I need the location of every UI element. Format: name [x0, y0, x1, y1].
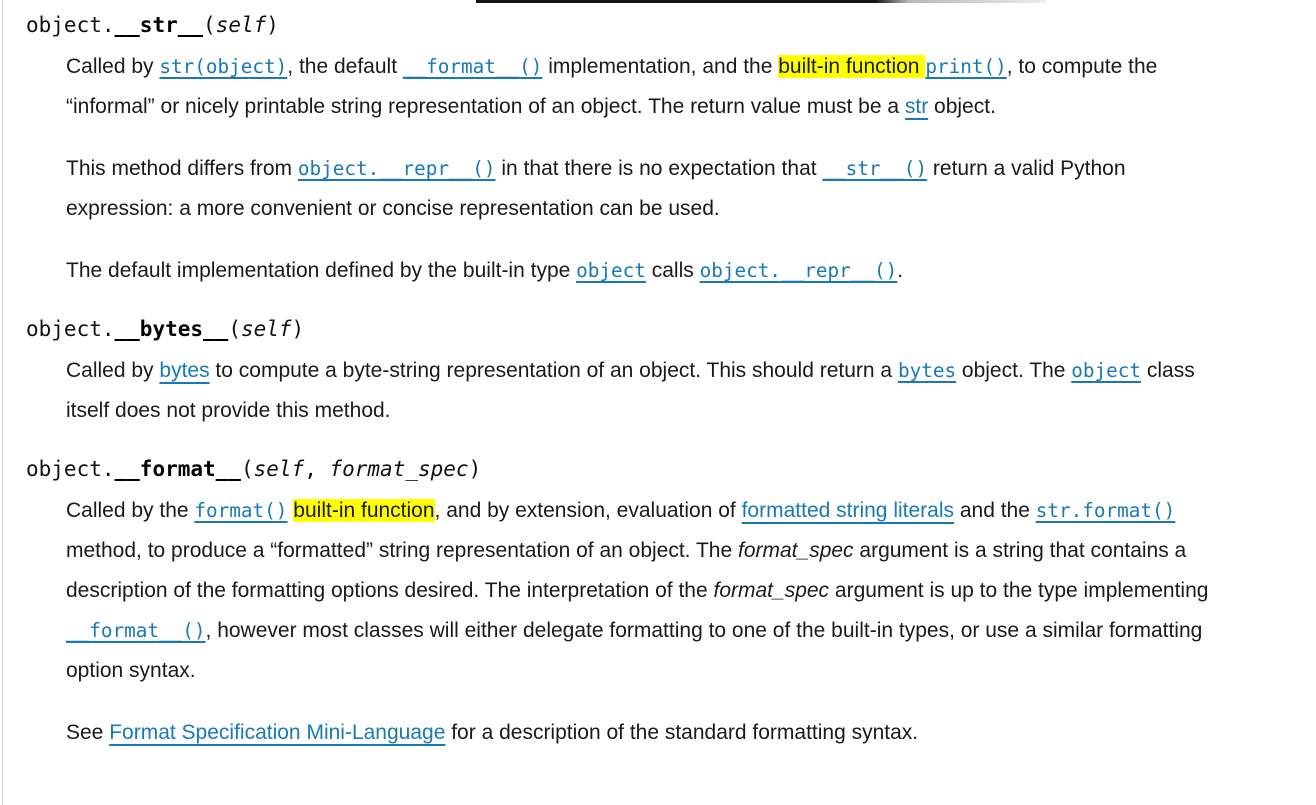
text-run: , and by extension, evaluation of	[434, 499, 742, 522]
method-signature	[26, 5, 1230, 45]
paragraph	[66, 251, 1230, 291]
text-run: object.	[928, 95, 996, 118]
code-link[interactable]: format()	[194, 499, 288, 522]
method-description	[66, 351, 1230, 431]
text-run: Called by the	[66, 499, 195, 522]
paragraph	[66, 47, 1230, 127]
code-link[interactable]: __str__()	[822, 157, 928, 180]
method-signature	[26, 309, 1230, 349]
signature-code: (	[240, 457, 254, 481]
method-name: __format__	[114, 457, 241, 481]
text-run: for a description of the standard formatting syntax.	[445, 721, 919, 744]
emphasis-text: format_spec	[713, 579, 830, 602]
search-highlight: built-in function	[293, 499, 435, 522]
text-run: calls	[645, 259, 700, 282]
text-run: , the default	[287, 55, 403, 78]
search-highlight: built-in function	[778, 55, 926, 78]
text-run: , however most classes will either delegate formatting to one of the built-in types, or use a similar formatting option syntax.	[66, 619, 1203, 682]
text-run: argument is a string that contains a description of the formatting options desired. The interpretation of the	[66, 539, 1187, 602]
code-link[interactable]: str(object)	[159, 55, 288, 78]
text-link[interactable]: bytes	[159, 359, 210, 382]
text-link[interactable]: str	[904, 95, 929, 118]
text-run: Called by	[66, 359, 160, 382]
text-run: , to compute the “informal” or nicely printable string representation of an object. The return value must be a	[66, 55, 1158, 118]
text-run: class itself does not provide this method.	[66, 359, 1195, 422]
method-signature	[26, 449, 1230, 489]
text-run: argument is up to the type implementing	[829, 579, 1209, 602]
method-description	[66, 491, 1230, 753]
signature-code: (	[203, 13, 216, 37]
emphasis-text: format_spec	[738, 539, 854, 562]
text-run: Called by	[66, 55, 160, 78]
parameter-name: self	[215, 13, 267, 37]
signature-code: )	[266, 13, 279, 37]
paragraph	[66, 491, 1230, 691]
code-link[interactable]: bytes	[897, 359, 957, 382]
text-run: and the	[954, 499, 1036, 522]
code-link[interactable]: object	[576, 259, 646, 282]
signature-code: object.	[26, 457, 115, 481]
text-run: implementation, and the	[542, 55, 779, 78]
code-link[interactable]: __format__()	[66, 619, 206, 642]
code-link[interactable]: __format__()	[402, 55, 543, 78]
text-run: The default implementation defined by the built-in type	[66, 259, 577, 282]
code-link[interactable]: print()	[925, 55, 1007, 78]
text-run: in that there is no expectation that	[495, 157, 823, 180]
text-link[interactable]: formatted string literals	[741, 499, 955, 522]
method-definition-object.__bytes__	[26, 309, 1230, 431]
signature-code: )	[468, 457, 482, 481]
code-link[interactable]: object	[1071, 359, 1142, 382]
method-description	[66, 47, 1230, 291]
signature-code: (	[228, 317, 241, 341]
text-run: to compute a byte-string representation of an object. This should return a	[209, 359, 898, 382]
parameter-name: self	[240, 317, 292, 341]
code-link[interactable]: object.__repr__()	[297, 157, 496, 180]
paragraph	[66, 351, 1230, 431]
text-run: .	[897, 259, 904, 282]
paragraph	[66, 149, 1230, 229]
signature-code: object.	[26, 317, 115, 341]
parameter-name: self	[253, 457, 305, 481]
method-definition-object.__str__	[26, 5, 1230, 291]
signature-code: ,	[304, 457, 330, 481]
text-run: object. The	[956, 359, 1072, 382]
method-name: __str__	[114, 13, 204, 37]
text-run: See	[66, 721, 110, 744]
signature-code: )	[291, 317, 305, 341]
signature-code: object.	[26, 13, 115, 37]
parameter-name: format_spec	[329, 457, 469, 481]
method-name: __bytes__	[114, 317, 229, 341]
text-run: This method differs from	[66, 157, 298, 180]
text-run: method, to produce a “formatted” string representation of an object. The	[66, 539, 738, 562]
code-link[interactable]: object.__repr__()	[699, 259, 898, 282]
text-link[interactable]: Format Specification Mini-Language	[109, 721, 446, 744]
paragraph	[66, 713, 1230, 753]
method-definition-object.__format__	[26, 449, 1230, 753]
text-run: return a valid Python expression: a more convenient or concise representation can be used.	[66, 157, 1126, 220]
code-link[interactable]: str.format()	[1035, 499, 1176, 522]
